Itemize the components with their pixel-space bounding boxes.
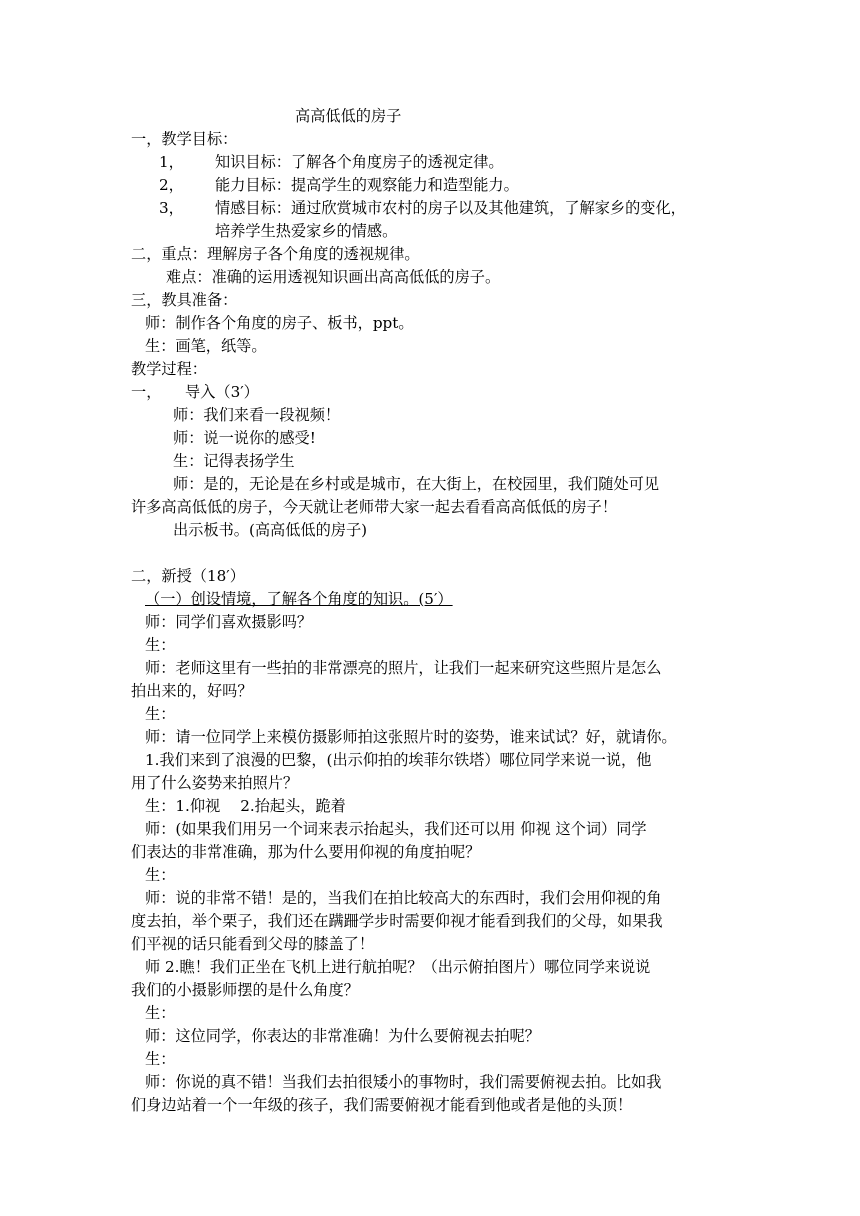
dialogue-line: 拍出来的，好吗？ [131,682,253,700]
dialogue-line: 师：你说的真不错！当我们去拍很矮小的事物时，我们需要俯视去拍。比如我 [145,1073,662,1091]
dialogue-line: 生： [145,1050,176,1068]
difficult-point-line: 难点：准确的运用透视知识画出高高低低的房子。 [166,268,501,286]
dialogue-line: 师：说的非常不错！是的，当我们在拍比较高大的东西时，我们会用仰视的角 [145,889,662,907]
intro-line: 许多高高低低的房子，今天就让老师带大家一起去看看高高低低的房子！ [131,498,617,516]
dialogue-line: 师：老师这里有一些拍的非常漂亮的照片，让我们一起来研究这些照片是怎么 [145,659,662,677]
intro-line: 师：是的，无论是在乡村或是城市，在大街上，在校园里，我们随处可见 [173,475,659,493]
dialogue-line: 们表达的非常准确，那为什么要用仰视的角度拍呢？ [131,843,481,861]
teaching-process-heading: 教学过程： [131,360,207,378]
section-teaching-goals-heading: 一，教学目标： [131,130,238,148]
dialogue-line: 生： [145,1004,176,1022]
goal-emotion-continued: 培养学生热爱家乡的情感。 [215,222,398,240]
goal-text: 能力目标：提高学生的观察能力和造型能力。 [215,176,519,194]
goal-number: 2， [159,176,184,194]
intro-title: 导入（3′） [185,383,259,401]
dialogue-line: 生：1.仰视 2.抬起头，跪着 [145,797,346,815]
intro-line: 生：记得表扬学生 [173,452,295,470]
dialogue-line: 师：请一位同学上来模仿摄影师拍这张照片时的姿势，谁来试试？好，就请你。 [145,728,677,746]
page-title: 高高低低的房子 [295,107,402,125]
intro-heading [131,382,259,402]
goal-number: 1， [159,153,184,171]
new-lesson-heading: 二，新授（18′） [131,567,245,585]
goal-item-ability [159,175,519,195]
intro-line: 师：说一说你的感受! [173,429,316,447]
dialogue-line: 生： [145,866,176,884]
dialogue-line: 师：同学们喜欢摄影吗？ [145,613,313,631]
dialogue-line: 生： [145,636,176,654]
dialogue-line: 我们的小摄影师摆的是什么角度？ [131,981,359,999]
section-materials-heading: 三，教具准备： [131,291,238,309]
new-lesson-subheading: （一）创设情境，了解各个角度的知识。(5′） [145,590,453,608]
goal-number: 3， [159,199,184,217]
dialogue-line: 师：这位同学，你表达的非常准确！为什么要俯视去拍呢？ [145,1027,540,1045]
dialogue-line: 度去拍，举个栗子，我们还在蹒跚学步时需要仰视才能看到我们的父母，如果我 [131,912,663,930]
key-point-line: 二，重点：理解房子各个角度的透视规律。 [131,245,420,263]
goal-text: 知识目标：了解各个角度房子的透视定律。 [215,153,504,171]
intro-line: 师：我们来看一段视频！ [173,406,341,424]
dialogue-line: 师：(如果我们用另一个词来表示抬起头，我们还可以用 仰视 这个词）同学 [145,820,647,838]
dialogue-line: 用了什么姿势来拍照片？ [131,774,299,792]
dialogue-line: 生： [145,705,176,723]
goal-item-emotion [159,198,686,218]
goal-text: 情感目标：通过欣赏城市农村的房子以及其他建筑，了解家乡的变化， [215,199,686,217]
materials-teacher: 师：制作各个角度的房子、板书，ppt。 [145,314,414,332]
materials-student: 生：画笔，纸等。 [145,337,267,355]
goal-item-knowledge [159,152,504,172]
dialogue-line: 们平视的话只能看到父母的膝盖了！ [131,935,374,953]
dialogue-line: 师 2.瞧！我们正坐在飞机上进行航拍呢？（出示俯拍图片）哪位同学来说说 [145,958,651,976]
intro-number: 一， [131,383,162,401]
intro-line: 出示板书。(高高低低的房子) [173,521,368,539]
dialogue-line: 们身边站着一个一年级的孩子，我们需要俯视才能看到他或者是他的头顶！ [131,1096,633,1114]
dialogue-line: 1.我们来到了浪漫的巴黎，(出示仰拍的埃菲尔铁塔）哪位同学来说一说，他 [145,751,652,769]
